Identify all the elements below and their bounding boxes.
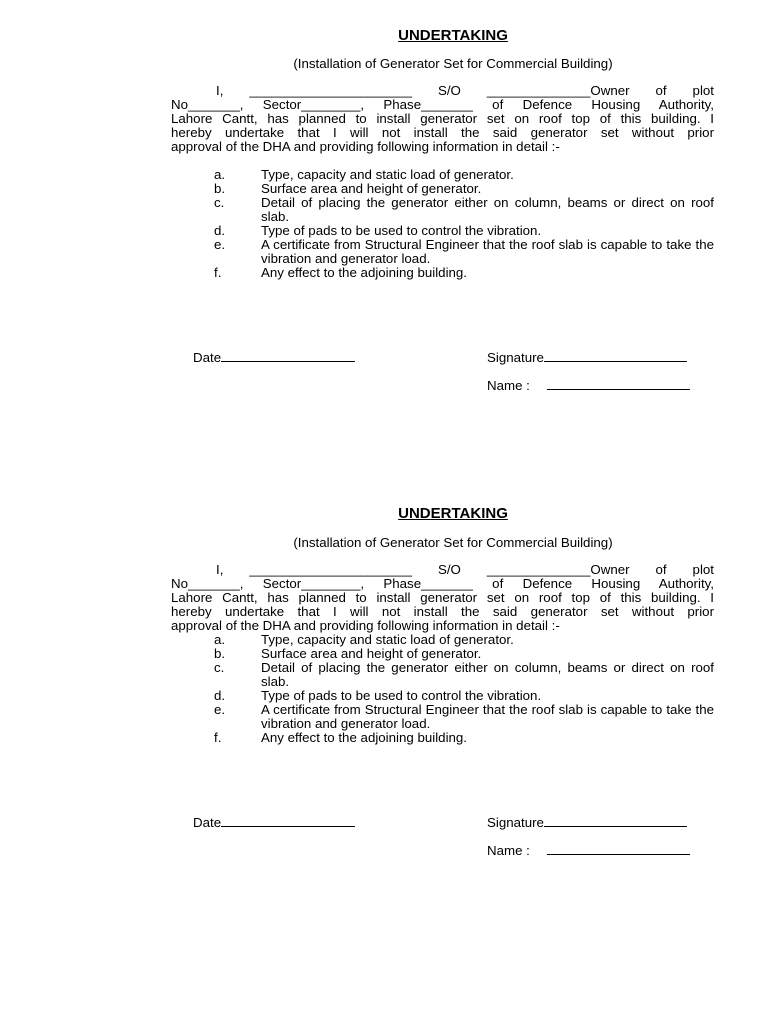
signature-row <box>487 350 687 366</box>
list-item <box>171 266 714 280</box>
intro-line: approval of the DHA and providing following information in detail :- <box>171 139 560 154</box>
form-subtitle: (Installation of Generator Set for Commercial Building) <box>293 535 613 550</box>
information-list <box>171 168 714 280</box>
list-item-text: Any effect to the adjoining building. <box>261 265 468 280</box>
list-item <box>171 731 714 745</box>
name-row <box>487 843 690 859</box>
list-item <box>171 633 714 647</box>
date-label: Date <box>193 350 222 365</box>
name-row <box>487 378 690 394</box>
list-marker: c. <box>214 660 225 675</box>
list-item <box>171 168 714 182</box>
list-item-text: Surface area and height of generator. <box>261 646 482 661</box>
form-title: UNDERTAKING <box>398 27 508 44</box>
name-field[interactable] <box>547 843 690 855</box>
list-item-text: Any effect to the adjoining building. <box>261 730 468 745</box>
intro-line: No_______, Sector________, Phase_______ of Defence Housing Authority, <box>171 576 714 591</box>
list-marker: e. <box>214 237 226 252</box>
signature-field[interactable] <box>544 350 687 362</box>
intro-paragraph <box>171 84 714 154</box>
list-marker: d. <box>214 688 226 703</box>
signature-label: Signature <box>487 350 544 365</box>
signature-label: Signature <box>487 815 544 830</box>
intro-paragraph <box>171 563 714 633</box>
name-field[interactable] <box>547 378 690 390</box>
list-item-text: A certificate from Structural Engineer that the roof slab is capable to take the vibration and generator load. <box>261 702 714 731</box>
list-item-text: Type of pads to be used to control the vibration. <box>261 688 542 703</box>
name-label: Name : <box>487 843 530 858</box>
intro-line: I, ______________________ S/O ______________Owner of plot <box>216 83 714 98</box>
list-marker: d. <box>214 223 226 238</box>
intro-line: Lahore Cantt, has planned to install generator set on roof top of this building. I <box>171 111 714 126</box>
list-item-text: Type, capacity and static load of generator. <box>261 167 514 182</box>
information-list <box>171 633 714 745</box>
list-item-text: Type of pads to be used to control the vibration. <box>261 223 542 238</box>
list-marker: f. <box>214 730 222 745</box>
list-item <box>171 238 714 266</box>
signature-row <box>487 815 687 831</box>
date-field[interactable] <box>221 350 355 362</box>
list-item <box>171 196 714 224</box>
list-marker: b. <box>214 646 226 661</box>
list-marker: a. <box>214 632 226 647</box>
list-item-text: Detail of placing the generator either on column, beams or direct on roof slab. <box>261 660 714 689</box>
list-item-text: A certificate from Structural Engineer that the roof slab is capable to take the vibration and generator load. <box>261 237 714 266</box>
list-item <box>171 647 714 661</box>
signature-field[interactable] <box>544 815 687 827</box>
intro-line: approval of the DHA and providing following information in detail :- <box>171 618 560 633</box>
list-item <box>171 661 714 689</box>
date-field[interactable] <box>221 815 355 827</box>
intro-line: No_______, Sector________, Phase_______ of Defence Housing Authority, <box>171 97 714 112</box>
intro-line: I, ______________________ S/O ______________Owner of plot <box>216 562 714 577</box>
form-subtitle: (Installation of Generator Set for Commercial Building) <box>293 56 613 71</box>
intro-line: hereby undertake that I will not install the said generator set without prior <box>171 125 714 140</box>
list-item-text: Surface area and height of generator. <box>261 181 482 196</box>
name-label: Name : <box>487 378 530 393</box>
list-item-text: Detail of placing the generator either on column, beams or direct on roof slab. <box>261 195 714 224</box>
list-item <box>171 224 714 238</box>
list-item <box>171 703 714 731</box>
list-marker: e. <box>214 702 226 717</box>
list-marker: b. <box>214 181 226 196</box>
date-row <box>193 815 355 831</box>
list-marker: c. <box>214 195 225 210</box>
list-marker: a. <box>214 167 226 182</box>
list-item <box>171 182 714 196</box>
list-item <box>171 689 714 703</box>
list-item-text: Type, capacity and static load of generator. <box>261 632 514 647</box>
intro-line: hereby undertake that I will not install the said generator set without prior <box>171 604 714 619</box>
date-row <box>193 350 355 366</box>
form-title: UNDERTAKING <box>398 505 508 522</box>
intro-line: Lahore Cantt, has planned to install generator set on roof top of this building. I <box>171 590 714 605</box>
date-label: Date <box>193 815 222 830</box>
list-marker: f. <box>214 265 222 280</box>
